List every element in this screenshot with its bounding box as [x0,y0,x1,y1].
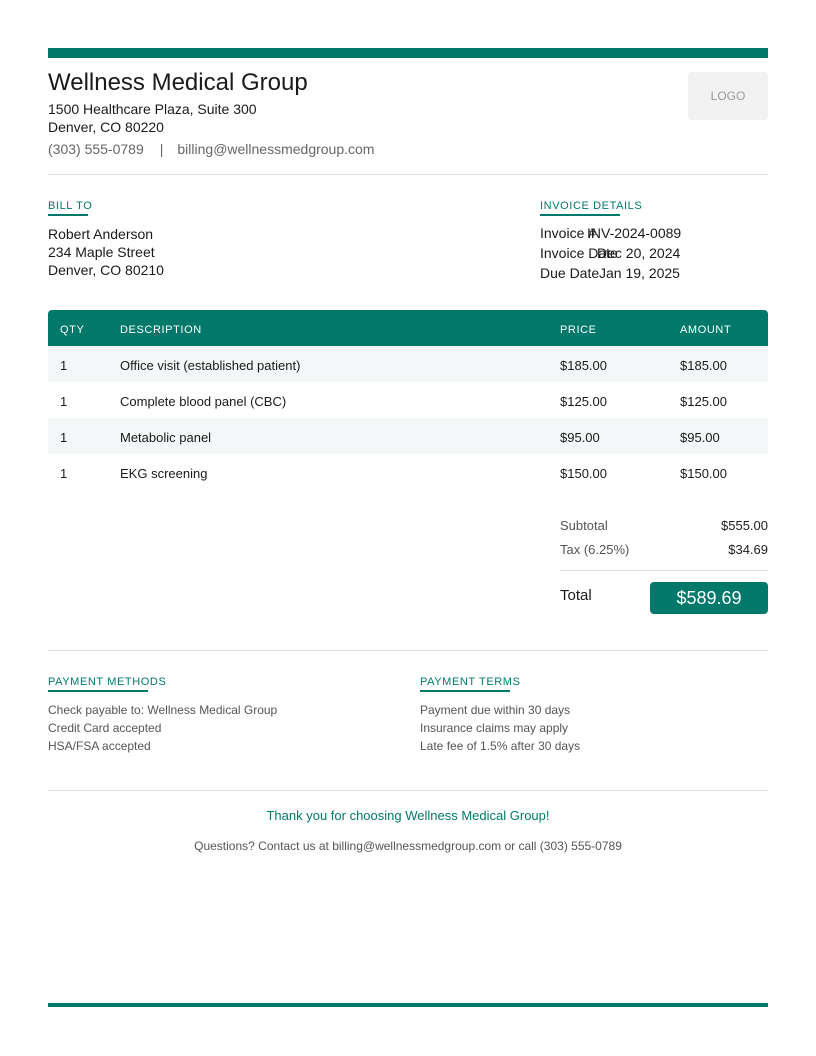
bill-to-underline [48,214,88,216]
row-amount: $95.00 [680,430,720,445]
company-logo: LOGO [688,72,768,120]
list-item: Credit Card accepted [48,721,162,735]
company-phone: (303) 555-0789 [48,141,144,157]
footer-divider [48,790,768,791]
totals-section-divider [48,650,768,651]
list-item: Insurance claims may apply [420,721,569,735]
payment-methods-label: PAYMENT METHODS [48,676,167,688]
invoice-date-label: Invoice Date [540,245,618,261]
due-date-value: Jan 19, 2025 [599,265,680,281]
bill-to-city: Denver, CO 80210 [48,262,164,278]
company-address-line2: Denver, CO 80220 [48,119,164,135]
row-description: Metabolic panel [120,430,212,445]
row-description: Office visit (established patient) [120,358,301,373]
thank-you-message: Thank you for choosing Wellness Medical Group! [266,808,550,823]
invoice-number-value: INV-2024-0089 [587,225,682,241]
invoice-details-underline [540,214,620,216]
bill-to-label: BILL TO [48,200,93,212]
due-date-label: Due Date [540,265,600,281]
invoice-number-label: Invoice # [540,225,597,241]
payment-terms-label: PAYMENT TERMS [420,676,521,688]
contact-separator: | [159,141,164,157]
row-amount: $125.00 [680,394,727,409]
contact-questions: Questions? Contact us at billing@wellnessmedgroup.com or call (303) 555-0789 [194,839,622,853]
total-label: Total [560,587,592,604]
row-price: $125.00 [560,394,607,409]
bottom-accent-bar [48,1003,768,1007]
payment-terms-list [420,701,580,755]
payment-terms-underline [420,690,510,692]
list-item: Payment due within 30 days [420,703,571,717]
row-qty: 1 [60,466,68,481]
list-item: Check payable to: Wellness Medical Group [48,703,278,717]
top-accent-bar [48,48,768,58]
header-divider [48,174,768,175]
table-header [48,310,768,346]
row-description: Complete blood panel (CBC) [120,394,287,409]
invoice-details-label: INVOICE DETAILS [540,200,643,212]
header-qty: QTY [60,324,85,336]
row-qty: 1 [60,394,68,409]
row-price: $95.00 [560,430,600,445]
tax-value: $34.69 [728,542,768,557]
table-row [48,454,768,490]
subtotal-value: $555.00 [721,518,768,533]
bill-to-street: 234 Maple Street [48,244,155,260]
invoice-date-value: Dec 20, 2024 [597,245,681,261]
header-price: PRICE [560,324,597,336]
company-email: billing@wellnessmedgroup.com [177,141,375,157]
row-amount: $185.00 [680,358,727,373]
row-qty: 1 [60,430,68,445]
row-price: $185.00 [560,358,607,373]
header-amount: AMOUNT [680,324,732,336]
company-contact [48,141,374,157]
header-description: DESCRIPTION [120,324,202,336]
company-address-line1: 1500 Healthcare Plaza, Suite 300 [48,101,257,117]
list-item: Late fee of 1.5% after 30 days [420,739,581,753]
bill-to-block [48,225,164,279]
totals-divider [560,570,768,571]
company-name: Wellness Medical Group [48,69,308,96]
payment-methods-underline [48,690,148,692]
row-qty: 1 [60,358,68,373]
table-row [48,382,768,418]
line-items-table [48,310,768,490]
total-amount-badge: $589.69 [650,582,768,614]
row-price: $150.00 [560,466,607,481]
table-row [48,418,768,454]
table-row [48,346,768,382]
row-description: EKG screening [120,466,208,481]
tax-label: Tax (6.25%) [560,542,630,557]
row-amount: $150.00 [680,466,727,481]
list-item: HSA/FSA accepted [48,739,151,753]
bill-to-name: Robert Anderson [48,226,154,242]
subtotal-label: Subtotal [560,518,608,533]
payment-methods-list [48,701,277,755]
